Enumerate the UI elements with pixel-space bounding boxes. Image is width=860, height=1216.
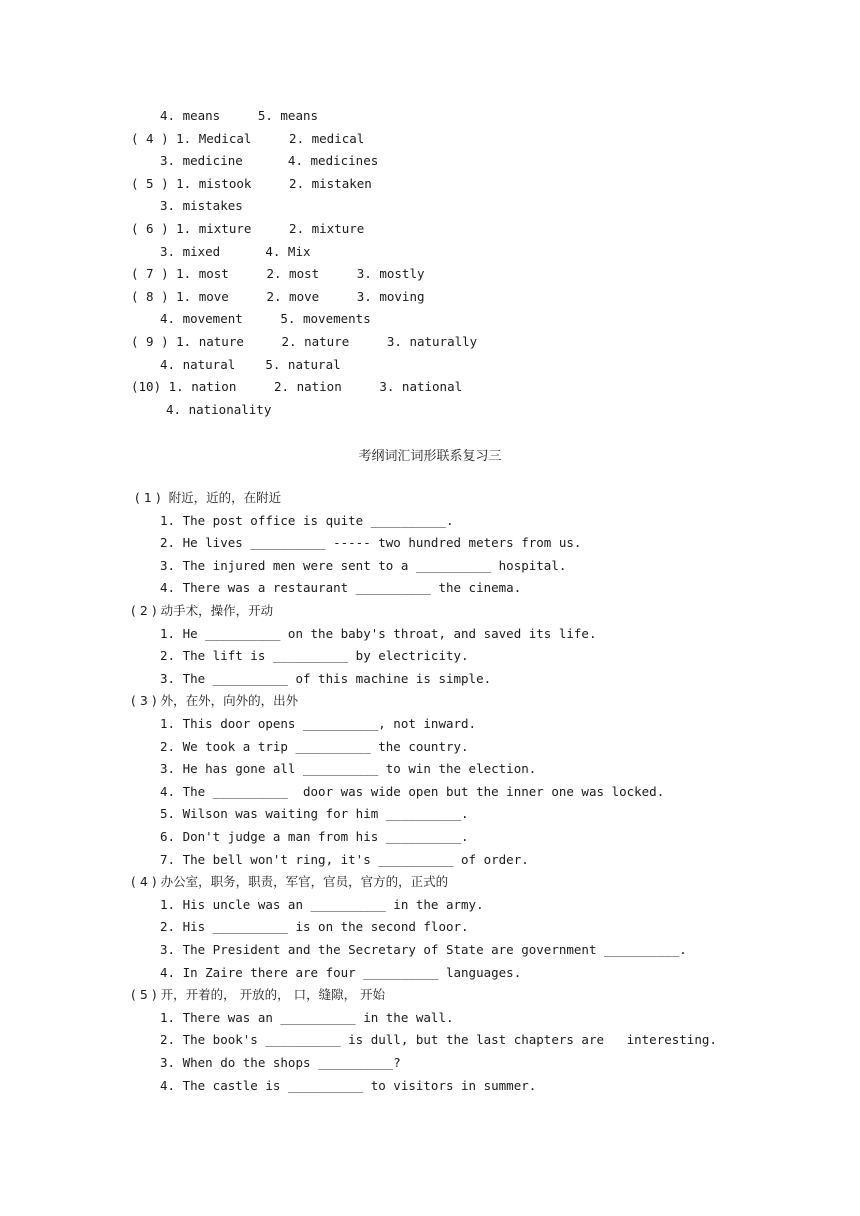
exercise-item: 3. When do the shops __________? (160, 1055, 401, 1070)
section-heading: ( 4 ) 办公室，职务，职责，军官，官员，官方的，正式的 (131, 874, 449, 890)
answer-line: ( 8 ) 1. move 2. move 3. moving (131, 288, 425, 304)
exercise-item: 3. The injured men were sent to a __________ hospital. (160, 557, 567, 573)
answer-line: 3. mixed 4. Mix (160, 243, 311, 259)
answer-line: 4. movement 5. movements (160, 311, 371, 327)
exercise-item: 3. The __________ of this machine is simple. (160, 670, 492, 686)
answer-line: 4. nationality (166, 401, 272, 417)
section-title: 考纲词汇词形联系复习三 (358, 449, 502, 464)
section-heading: ( 5 ) 开，开着的， 开放的， 口，缝隙， 开始 (131, 987, 386, 1003)
answer-line: 3. mistakes (160, 198, 243, 214)
exercise-item: 2. We took a trip __________ the country. (160, 738, 469, 754)
section-heading: ( 2 ) 动手术，操作，开动 (131, 603, 274, 618)
exercise-item: 1. The post office is quite __________. (160, 512, 454, 528)
exercise-item: 3. He has gone all __________ to win the election. (160, 761, 537, 777)
answer-line: ( 5 ) 1. mistook 2. mistaken (131, 175, 372, 191)
exercise-item: 1. This door opens __________, not inward. (160, 716, 477, 731)
exercise-item: 5. Wilson was waiting for him __________. (160, 806, 469, 822)
exercise-item: 4. The castle is __________ to visitors in summer. (160, 1077, 537, 1093)
exercise-item: 2. He lives __________ ----- two hundred meters from us. (160, 535, 582, 551)
exercise-item: 6. Don't judge a man from his __________. (160, 829, 469, 844)
answer-line: ( 4 ) 1. Medical 2. medical (131, 130, 365, 146)
answer-line: ( 6 ) 1. mixture 2. mixture (131, 221, 365, 236)
exercise-item: 1. He __________ on the baby's throat, and saved its life. (160, 625, 597, 641)
exercise-item: 7. The bell won't ring, it's __________ of order. (160, 851, 529, 867)
answer-line: 3. medicine 4. medicines (160, 153, 379, 169)
answer-line: (10) 1. nation 2. nation 3. national (131, 379, 463, 395)
answer-line: ( 9 ) 1. nature 2. nature 3. naturally (131, 334, 478, 349)
section-heading: ( 3 ) 外，在外，向外的，出外 (131, 693, 299, 709)
answer-line: 4. natural 5. natural (160, 356, 341, 372)
exercise-item: 4. There was a restaurant __________ the cinema. (160, 580, 522, 596)
exercise-item: 4. The __________ door was wide open but the inner one was locked. (160, 783, 665, 799)
answer-line: ( 7 ) 1. most 2. most 3. mostly (131, 266, 425, 282)
exercise-item: 2. The book's __________ is dull, but the last chapters are interesting. (160, 1032, 717, 1048)
section-heading: ( 1 ) 附近，近的，在附近 (131, 490, 282, 505)
exercise-item: 2. His __________ is on the second floor. (160, 919, 469, 935)
exercise-item: 1. His uncle was an __________ in the army. (160, 896, 484, 912)
exercise-item: 3. The President and the Secretary of State are government __________. (160, 942, 687, 957)
exercise-item: 1. There was an __________ in the wall. (160, 1009, 454, 1025)
answer-line: 4. means 5. means (160, 108, 319, 123)
exercise-item: 2. The lift is __________ by electricity. (160, 648, 469, 664)
exercise-item: 4. In Zaire there are four __________ languages. (160, 964, 522, 980)
